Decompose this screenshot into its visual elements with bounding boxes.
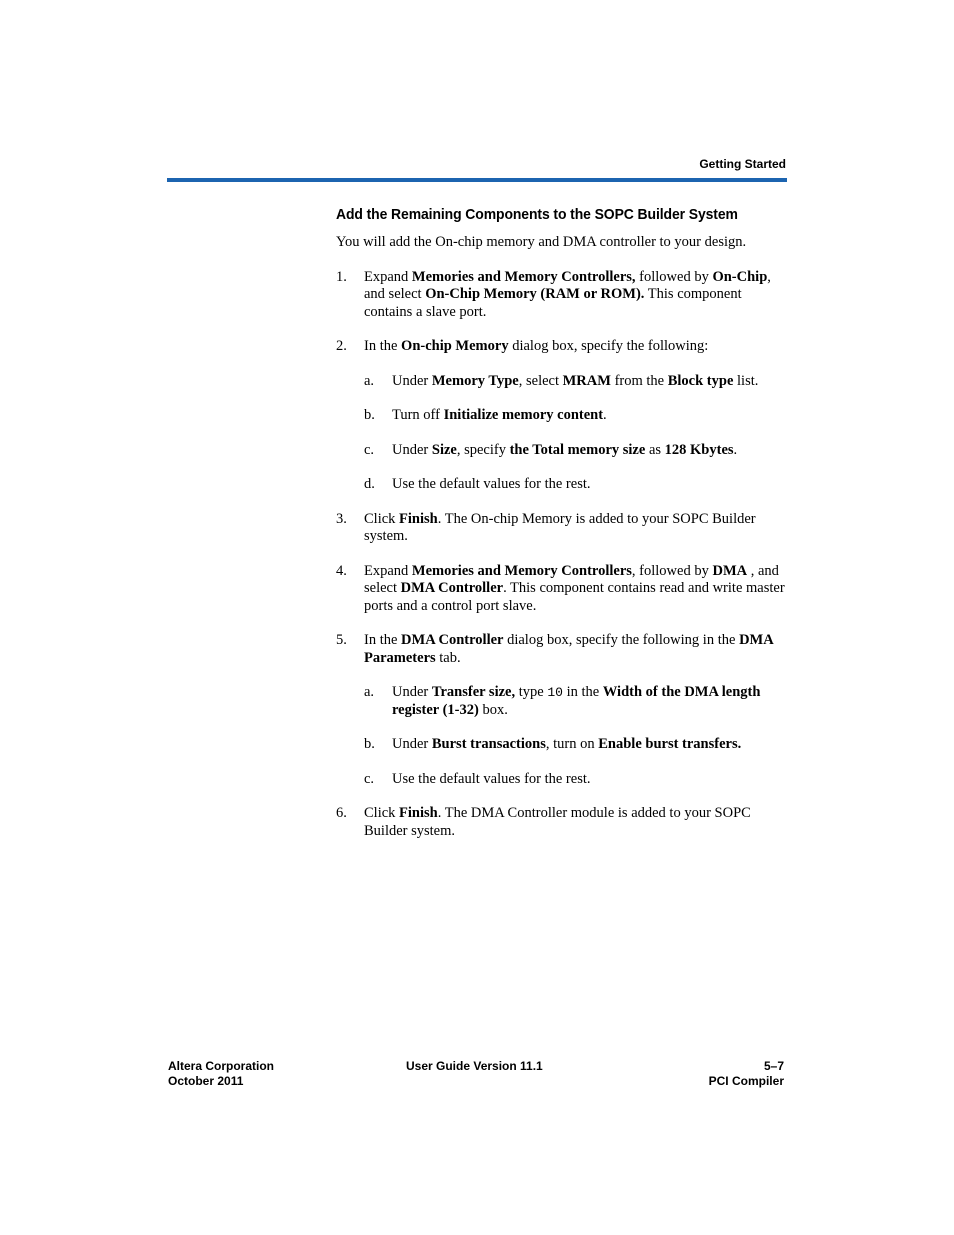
step-text: Use the default values for the rest. bbox=[392, 476, 591, 492]
step-text: Under bbox=[392, 684, 432, 700]
step-text: Under bbox=[392, 441, 432, 458]
step-text: , select bbox=[518, 372, 563, 389]
step-5 bbox=[336, 632, 788, 667]
step-text: , and select bbox=[364, 562, 779, 596]
step-text: type bbox=[515, 684, 548, 700]
step-text: from the bbox=[610, 372, 668, 389]
step-bold: DMA Controller bbox=[400, 580, 504, 596]
step-number: 2. bbox=[336, 338, 347, 354]
step-text: followed by bbox=[635, 268, 713, 285]
step-text: dialog box, specify the following: bbox=[508, 338, 709, 354]
step-bold: the Total memory size bbox=[509, 441, 646, 458]
step-text: , and select bbox=[364, 268, 771, 302]
step-text: , turn on bbox=[545, 736, 599, 752]
step-bold: Enable burst transfers. bbox=[598, 736, 742, 752]
step-3 bbox=[336, 511, 788, 546]
step-bold: Finish bbox=[399, 805, 438, 821]
step-text: Click bbox=[364, 510, 400, 527]
step-bold: MRAM bbox=[562, 372, 611, 389]
step-bold: 128 Kbytes bbox=[664, 441, 734, 458]
substep-5c bbox=[336, 771, 788, 789]
substep-letter: a. bbox=[364, 684, 375, 700]
substep-letter: a. bbox=[364, 372, 375, 389]
footer-left bbox=[168, 1059, 274, 1089]
step-bold: On-chip Memory bbox=[401, 338, 509, 354]
step-4 bbox=[336, 563, 788, 616]
step-text: list. bbox=[733, 372, 759, 389]
step-text: . bbox=[603, 407, 607, 423]
section-title: Add the Remaining Components to the SOPC Builder System bbox=[336, 206, 738, 223]
step-text: box. bbox=[478, 701, 508, 718]
substep-letter: b. bbox=[364, 736, 375, 752]
substep-5a bbox=[336, 684, 788, 719]
step-bold: Size bbox=[431, 441, 457, 458]
running-header: Getting Started bbox=[699, 157, 786, 171]
step-1 bbox=[336, 269, 788, 322]
substep-2c bbox=[336, 442, 788, 460]
step-text: tab. bbox=[435, 649, 461, 666]
substep-letter: d. bbox=[364, 476, 375, 492]
step-bold: On-Chip bbox=[712, 268, 768, 285]
step-text: Use the default values for the rest. bbox=[392, 770, 591, 787]
step-6 bbox=[336, 805, 788, 840]
step-text: Expand bbox=[364, 268, 412, 285]
step-number: 4. bbox=[336, 562, 347, 579]
step-bold: Initialize memory content bbox=[443, 407, 604, 423]
step-bold: DMA bbox=[712, 562, 748, 579]
step-2 bbox=[336, 338, 788, 356]
step-number: 1. bbox=[336, 268, 347, 285]
substep-letter: c. bbox=[364, 441, 375, 458]
step-bold: Width of the DMA length register (1-32) bbox=[392, 684, 761, 718]
step-bold: Finish bbox=[399, 510, 438, 527]
step-text: as bbox=[645, 441, 665, 458]
step-text: . The DMA Controller module is added to your SOPC Builder system. bbox=[364, 805, 751, 839]
footer-product: PCI Compiler bbox=[708, 1074, 784, 1088]
footer-center bbox=[406, 1059, 543, 1074]
step-text: in the bbox=[562, 684, 603, 700]
step-bold: Memories and Memory Controllers, bbox=[411, 268, 636, 285]
step-text: . This component contains read and write master ports and a control port slave. bbox=[364, 580, 785, 614]
step-text: Click bbox=[364, 805, 400, 821]
substep-letter: b. bbox=[364, 407, 375, 423]
step-text: This component contains a slave port. bbox=[364, 286, 742, 320]
step-text: Expand bbox=[364, 562, 412, 579]
step-bold: Memory Type bbox=[431, 372, 519, 389]
step-bold: Burst transactions bbox=[431, 736, 546, 752]
substep-2a bbox=[336, 373, 788, 391]
step-text: . bbox=[733, 441, 738, 458]
step-text: Under bbox=[392, 372, 432, 389]
step-number: 6. bbox=[336, 805, 347, 821]
footer-right bbox=[709, 1059, 784, 1089]
substep-2d bbox=[336, 476, 788, 494]
footer-version: User Guide Version 11.1 bbox=[406, 1059, 543, 1073]
substep-2b bbox=[336, 407, 788, 425]
step-text: , followed by bbox=[631, 562, 713, 579]
footer-date: October 2011 bbox=[168, 1074, 244, 1088]
step-text: In the bbox=[364, 632, 402, 648]
step-bold: Transfer size, bbox=[431, 684, 516, 700]
substep-letter: c. bbox=[364, 770, 375, 787]
step-bold: Memories and Memory Controllers bbox=[411, 562, 632, 579]
step-bold: On-Chip Memory (RAM or ROM). bbox=[425, 286, 645, 302]
step-bold: Block type bbox=[667, 372, 734, 389]
main-content bbox=[336, 206, 788, 840]
header-rule bbox=[167, 178, 787, 182]
step-text: Under bbox=[392, 736, 432, 752]
step-text: dialog box, specify the following in the bbox=[503, 632, 740, 648]
footer-company: Altera Corporation bbox=[168, 1059, 275, 1073]
substep-5b bbox=[336, 736, 788, 754]
step-bold: DMA Parameters bbox=[364, 632, 773, 666]
step-number: 3. bbox=[336, 510, 347, 527]
step-text: In the bbox=[364, 338, 402, 354]
code-value: 10 bbox=[547, 685, 563, 700]
intro-paragraph: You will add the On-chip memory and DMA controller to your design. bbox=[336, 234, 747, 250]
footer-page-number: 5–7 bbox=[763, 1059, 784, 1073]
step-number: 5. bbox=[336, 632, 347, 648]
step-bold: DMA Controller bbox=[401, 632, 504, 648]
step-text: . The On-chip Memory is added to your SOPC Builder system. bbox=[364, 510, 756, 544]
step-text: Turn off bbox=[392, 407, 444, 423]
step-text: , specify bbox=[456, 441, 510, 458]
